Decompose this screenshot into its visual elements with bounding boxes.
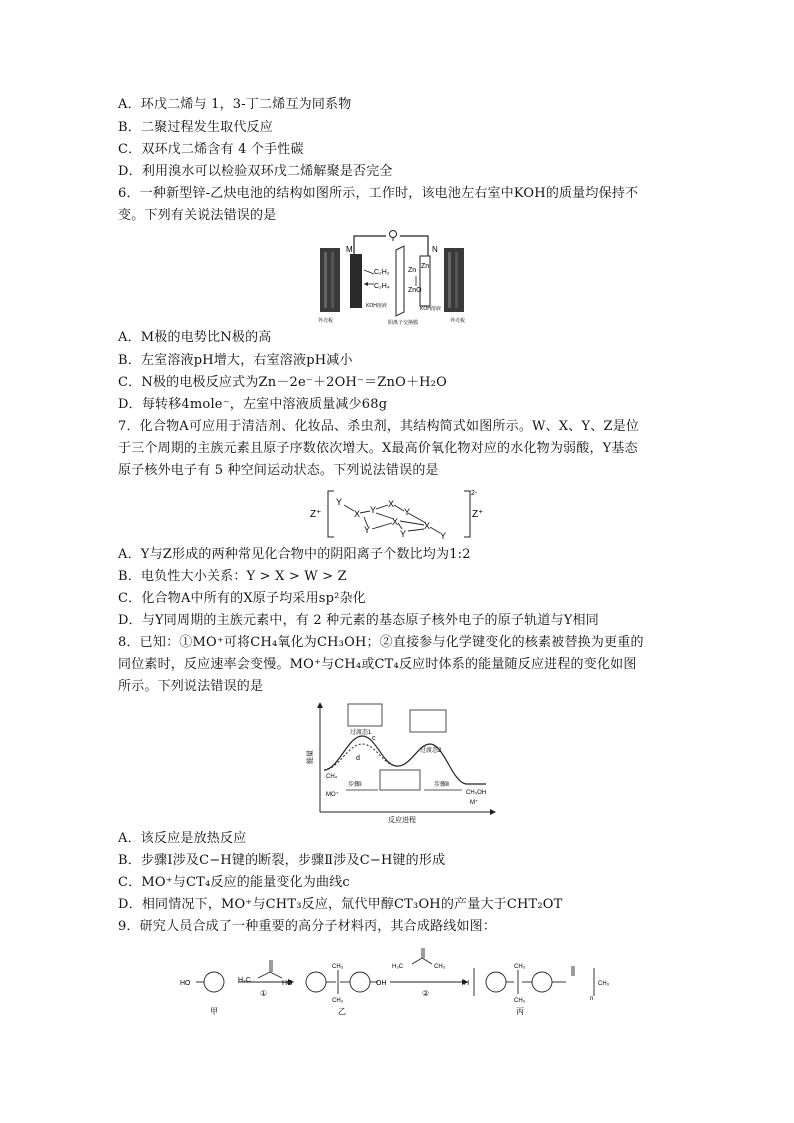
plate-right-label: 外壳板 bbox=[450, 318, 466, 324]
compound-a-structure bbox=[308, 483, 492, 543]
zn-electrode-label: Zn bbox=[421, 263, 430, 270]
plate-left-label: 外壳板 bbox=[318, 318, 334, 324]
atom-y: Y bbox=[370, 505, 377, 515]
h3c-label: H₃C bbox=[238, 977, 251, 984]
q6-option-d: D．每转移4mole⁻，左室中溶液质量减少68g bbox=[118, 397, 388, 412]
q7-option-b: B．电负性大小关系：Y > X > W > Z bbox=[118, 569, 347, 584]
ts2-label: 过渡态2 bbox=[420, 748, 442, 754]
ch3-end-bing: CH₃ bbox=[598, 981, 610, 987]
q7-stem-line-1: 7．化合物A可应用于清洁剂、化妆品、杀虫剂，其结构简式如图所示。W、X、Y、Z是位 bbox=[118, 419, 640, 434]
q5-option-c: C．双环戊二烯含有 4 个手性碳 bbox=[118, 142, 304, 157]
h-end-label: H bbox=[464, 980, 470, 987]
label-bing: 丙 bbox=[516, 1007, 524, 1016]
electrode-m-label: M bbox=[346, 245, 353, 254]
n-subscript: n bbox=[590, 996, 594, 1002]
y-axis-label: 能量 bbox=[307, 750, 314, 764]
battery-diagram bbox=[316, 228, 482, 326]
atom-y: Y bbox=[440, 531, 447, 541]
atom-y: Y bbox=[404, 507, 411, 517]
ch3-bottom-yi: CH₃ bbox=[332, 998, 344, 1004]
ch3-top-yi: CH₃ bbox=[332, 964, 344, 970]
h3c-reagent-label: H₃C bbox=[392, 964, 404, 970]
q7-option-d: D．与Y同周期的主族元素中，有 2 种元素的基态原子核外电子的原子轨道与Y相同 bbox=[118, 613, 599, 628]
curve-c bbox=[324, 736, 486, 784]
q7-option-a: A．Y与Z形成的两种常见化合物中的阴阳离子个数比均为1:2 bbox=[118, 547, 471, 562]
step1-circle: ① bbox=[260, 989, 268, 998]
atom-y: Y bbox=[400, 529, 407, 539]
atom-y: Y bbox=[364, 525, 371, 535]
q8-stem-line-1: 8．已知：①MO⁺可将CH₄氧化为CH₃OH；②直接参与化学键变化的核素被替换为更重的 bbox=[118, 635, 644, 650]
atom-x: X bbox=[354, 509, 361, 519]
synthesis-route-diagram bbox=[176, 940, 620, 1018]
atom-x: X bbox=[388, 499, 395, 509]
q5-option-a: A．环戊二烯与 1，3-丁二烯互为同系物 bbox=[118, 97, 352, 112]
q6-option-c: C．N极的电极反应式为Zn－2e⁻＋2OH⁻＝ZnO＋H₂O bbox=[118, 375, 447, 390]
q7-option-c: C．化合物A中所有的X原子均采用sp²杂化 bbox=[118, 591, 366, 606]
atom-y: Y bbox=[336, 497, 343, 507]
reactant-mo: MO⁺ bbox=[326, 792, 339, 798]
reactant-ch4: CH₄ bbox=[326, 774, 338, 780]
q8-option-c: C．MO⁺与CT₄反应的能量变化为曲线c bbox=[118, 875, 350, 890]
x-axis-label: 反应进程 bbox=[388, 817, 416, 824]
energy-profile-diagram bbox=[298, 700, 498, 826]
c2h4-label: C₂H₄ bbox=[374, 283, 390, 290]
product-ch3oh: CH₃OH bbox=[466, 790, 487, 796]
koh-right-label: KOH溶液 bbox=[420, 306, 441, 312]
q8-option-d: D．相同情况下，MO⁺与CHT₃反应，氚代甲醇CT₃OH的产量大于CHT₂OT bbox=[118, 897, 563, 912]
q6-stem-line-2: 变。下列有关说法错误的是 bbox=[118, 208, 277, 223]
q8-stem-line-3: 所示。下列说法错误的是 bbox=[118, 679, 264, 694]
ch3-top-bing: CH₃ bbox=[514, 964, 526, 970]
oh-label-yi: OH bbox=[376, 980, 387, 987]
atom-x: X bbox=[392, 517, 399, 527]
anion-charge: 2- bbox=[471, 490, 478, 497]
c2h2-label: C₂H₂ bbox=[374, 269, 390, 276]
zn-label: Zn bbox=[408, 267, 417, 274]
curve-d-label: d bbox=[356, 755, 360, 762]
ho-label-yi: HO bbox=[282, 980, 293, 987]
q5-option-d: D．利用溴水可以检验双环戊二烯解聚是否完全 bbox=[118, 164, 393, 179]
q8-stem-line-2: 同位素时，反应速率会变慢。MO⁺与CH₄或CT₄反应时体系的能量随反应进程的变化如图 bbox=[118, 657, 637, 672]
ho-label-jia: HO bbox=[180, 980, 191, 987]
electrode-n-label: N bbox=[432, 245, 438, 254]
q5-option-b: B．二聚过程发生取代反应 bbox=[118, 120, 273, 135]
atom-x: X bbox=[424, 521, 431, 531]
membrane-label: 阴离子交换膜 bbox=[388, 320, 419, 326]
q6-stem-line-1: 6．一种新型锌-乙炔电池的结构如图所示，工作时，该电池左右室中KOH的质量均保持不 bbox=[118, 186, 639, 201]
step2-label: 步骤Ⅱ bbox=[434, 782, 449, 788]
label-jia: 甲 bbox=[210, 1007, 218, 1016]
q6-option-a: A．M极的电势比N极的高 bbox=[118, 330, 272, 345]
label-yi: 乙 bbox=[338, 1007, 346, 1016]
curve-d bbox=[324, 744, 396, 770]
curve-c-label: c bbox=[372, 735, 376, 742]
step1-label: 步骤Ⅰ bbox=[348, 782, 362, 788]
q6-option-b: B．左室溶液pH增大，右室溶液pH减小 bbox=[118, 353, 353, 368]
q7-stem-line-3: 原子核外电子有 5 种空间运动状态。下列说法错误的是 bbox=[118, 463, 439, 478]
ts1-label: 过渡态1 bbox=[350, 730, 372, 736]
z-cation-left: Z⁺ bbox=[310, 509, 322, 520]
q9-stem: 9．研究人员合成了一种重要的高分子材料丙，其合成路线如图： bbox=[118, 919, 497, 934]
q8-option-b: B．步骤Ⅰ涉及C−H键的断裂，步骤Ⅱ涉及C−H键的形成 bbox=[118, 853, 446, 868]
q8-option-a: A．该反应是放热反应 bbox=[118, 831, 247, 846]
ch3-bottom-bing: CH₃ bbox=[514, 998, 526, 1004]
product-m: M⁺ bbox=[470, 800, 479, 806]
zno-label: ZnO bbox=[408, 287, 422, 294]
z-cation-right: Z⁺ bbox=[472, 509, 484, 520]
koh-left-label: KOH溶液 bbox=[366, 303, 387, 309]
ch3-reagent-label: CH₃ bbox=[434, 964, 446, 970]
q7-stem-line-2: 于三个周期的主族元素且原子序数依次增大。X最高价氧化物对应的水化物为弱酸，Y基态 bbox=[118, 441, 638, 456]
step2-circle: ② bbox=[422, 989, 430, 998]
